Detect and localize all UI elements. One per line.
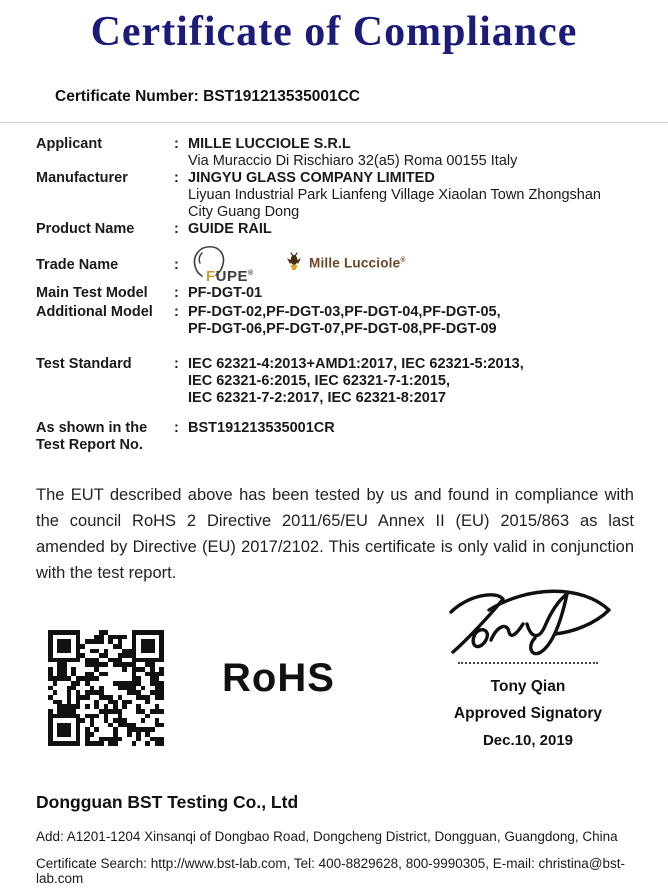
applicant-label: Applicant xyxy=(36,136,103,152)
certificate-number: Certificate Number: BST191213535001CC xyxy=(55,88,360,105)
manufacturer-address-1: Liyuan Industrial Park Lianfeng Village Xiaolan Town Zhongshan xyxy=(188,187,601,203)
test-standard-value xyxy=(188,356,636,407)
colon: : xyxy=(174,356,179,372)
colon: : xyxy=(174,136,179,152)
divider xyxy=(0,122,668,123)
trade-logos xyxy=(188,243,636,285)
fupe-letter-f: F xyxy=(206,268,216,285)
test-report-label-line-2: Test Report No. xyxy=(36,437,143,453)
colon: : xyxy=(174,257,179,273)
firefly-icon xyxy=(284,251,304,273)
row-additional-model xyxy=(36,304,636,338)
colon: : xyxy=(174,304,179,320)
row-trade-name xyxy=(36,243,636,285)
signatory-role: Approved Signatory xyxy=(453,705,603,722)
row-test-standard xyxy=(36,356,636,407)
fupe-letters-upe: UPE xyxy=(215,268,249,285)
applicant-address: Via Muraccio Di Rischiaro 32(a5) Roma 00155 Italy xyxy=(188,153,518,169)
registered-mark-icon: ® xyxy=(400,257,406,265)
test-report-value: BST191213535001CR xyxy=(188,420,335,436)
lab-company-name: Dongguan BST Testing Co., Ltd xyxy=(36,792,299,812)
colon: : xyxy=(174,420,179,436)
registered-mark-icon: ® xyxy=(248,270,254,277)
row-test-report xyxy=(36,420,636,454)
main-test-model-label: Main Test Model xyxy=(36,285,148,301)
additional-model-label: Additional Model xyxy=(36,304,153,320)
colon: : xyxy=(174,170,179,186)
page-title: Certificate of Compliance xyxy=(90,9,578,55)
fupe-bulb-logo xyxy=(188,243,266,285)
product-name-label: Product Name xyxy=(36,221,135,237)
manufacturer-address-2: City Guang Dong xyxy=(188,204,300,220)
colon: : xyxy=(174,221,179,237)
additional-model-line-2: PF-DGT-06,PF-DGT-07,PF-DGT-08,PF-DGT-09 xyxy=(188,321,497,337)
row-main-test-model xyxy=(36,285,636,302)
additional-model-value xyxy=(188,304,636,338)
applicant-value xyxy=(188,136,636,170)
mille-text: Mille Lucciole xyxy=(309,255,401,271)
signature-block xyxy=(418,582,638,749)
test-standard-line-3: IEC 62321-7-2:2017, IEC 62321-8:2017 xyxy=(188,390,446,406)
fupe-logo-text xyxy=(206,265,254,285)
test-standard-label: Test Standard xyxy=(36,356,132,372)
manufacturer-label: Manufacturer xyxy=(36,170,128,186)
product-name-value: GUIDE RAIL xyxy=(188,221,272,237)
row-applicant xyxy=(36,136,636,170)
manufacturer-name: JINGYU GLASS COMPANY LIMITED xyxy=(188,170,435,186)
test-standard-line-1: IEC 62321-4:2013+AMD1:2017, IEC 62321-5:2013, xyxy=(188,356,524,372)
colon: : xyxy=(174,285,179,301)
mille-lucciole-firefly-logo xyxy=(284,251,406,285)
rohs-mark: RoHS xyxy=(222,656,335,700)
applicant-name: MILLE LUCCIOLE S.R.L xyxy=(188,136,351,152)
qr-code xyxy=(48,630,164,746)
main-test-model-value: PF-DGT-01 xyxy=(188,285,263,301)
trade-name-label: Trade Name xyxy=(36,257,119,273)
additional-model-line-1: PF-DGT-02,PF-DGT-03,PF-DGT-04,PF-DGT-05, xyxy=(188,304,501,320)
signature-icon xyxy=(423,582,633,660)
test-report-label-line-1: As shown in the xyxy=(36,420,148,436)
signature-line xyxy=(458,662,598,664)
manufacturer-value xyxy=(188,170,636,221)
signatory-name: Tony Qian xyxy=(490,678,566,695)
info-table xyxy=(36,136,636,454)
compliance-statement: The EUT described above has been tested by us and found in compliance with the council RoHS 2 Directive 2011/65/EU Annex II (EU) 2015/863 as last amended by Directive (EU) 2017/2102. This certificate is only valid in conjunction with the test report. xyxy=(36,486,634,582)
trade-name-value xyxy=(188,243,636,285)
signature-date: Dec.10, 2019 xyxy=(482,732,574,749)
test-report-label xyxy=(36,420,174,454)
lab-address: Add: A1201-1204 Xinsanqi of Dongbao Road, Dongcheng District, Dongguan, Guangdong, China xyxy=(36,829,618,844)
row-product-name xyxy=(36,221,636,238)
mille-logo-text xyxy=(309,252,406,272)
test-standard-line-2: IEC 62321-6:2015, IEC 62321-7-1:2015, xyxy=(188,373,450,389)
lab-contact-info: Certificate Search: http://www.bst-lab.com, Tel: 400-8829628, 800-9990305, E-mail: christina@bst-lab.com xyxy=(36,856,625,886)
row-manufacturer xyxy=(36,170,636,221)
